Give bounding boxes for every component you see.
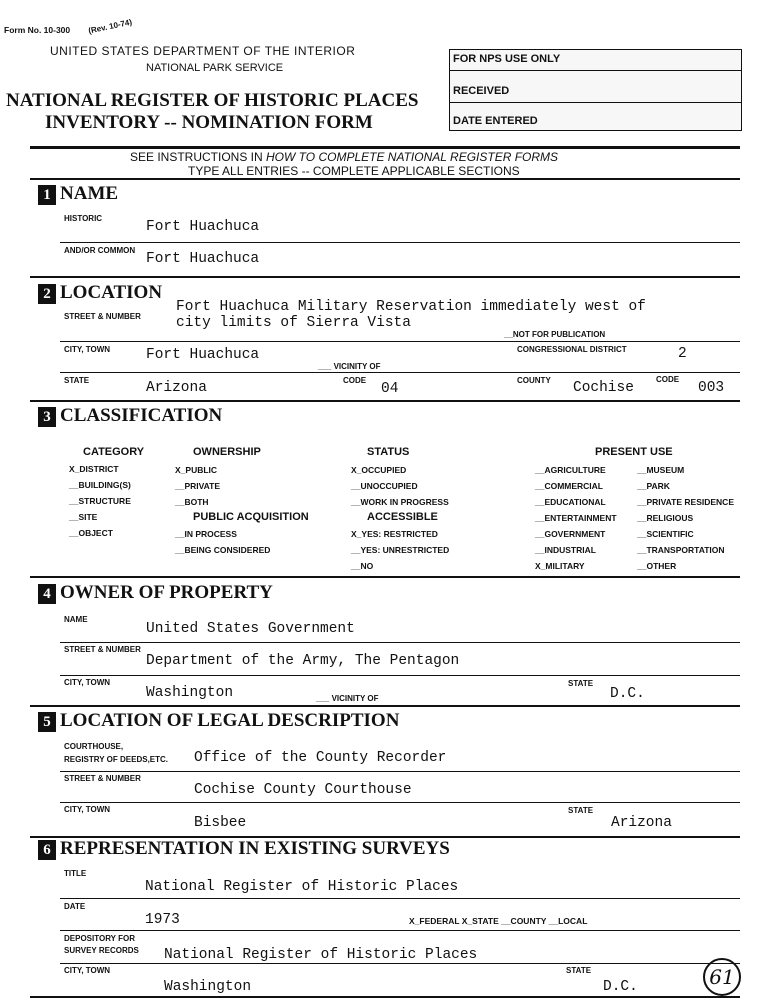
instructions-line1 — [130, 150, 558, 164]
depository-state: D.C. — [603, 979, 638, 995]
rule — [60, 642, 740, 643]
present-use-option: __RELIGIOUS — [637, 513, 694, 523]
present-use-option: __EDUCATIONAL — [535, 497, 606, 507]
present-use-option: __ENTERTAINMENT — [535, 513, 617, 523]
category-option: __OBJECT — [69, 528, 113, 538]
city-label: CITY, TOWN — [64, 345, 111, 354]
form-number: Form No. 10-300 — [4, 25, 71, 35]
legal-street-label: STREET & NUMBER — [64, 774, 141, 783]
section-4-heading — [38, 582, 273, 604]
acquisition-option: __IN PROCESS — [175, 529, 237, 539]
section-1-title: NAME — [60, 183, 119, 204]
section-1-heading — [38, 183, 118, 205]
section-2-title: LOCATION — [60, 282, 163, 303]
section-5-title: LOCATION OF LEGAL DESCRIPTION — [60, 710, 400, 731]
section-6-heading — [38, 838, 450, 860]
present-use-option: X_MILITARY — [535, 561, 585, 571]
historic-label: HISTORIC — [64, 214, 103, 223]
department: UNITED STATES DEPARTMENT OF THE INTERIOR — [50, 44, 356, 58]
legal-city: Bisbee — [194, 815, 247, 831]
not-for-publication: __NOT FOR PUBLICATION — [504, 330, 606, 339]
ownership-heading: OWNERSHIP — [193, 446, 261, 458]
form-title-line1: NATIONAL REGISTER OF HISTORIC PLACES — [6, 90, 419, 111]
survey-title: National Register of Historic Places — [145, 879, 459, 895]
divider — [30, 276, 740, 278]
survey-levels: X_FEDERAL X_STATE __COUNTY __LOCAL — [409, 916, 588, 926]
owner-vicinity-label: ___ VICINITY OF — [316, 694, 379, 703]
survey-date-label: DATE — [64, 902, 86, 911]
category-option: __BUILDING(S) — [69, 480, 131, 490]
location-street-line2: city limits of Sierra Vista — [176, 315, 411, 331]
nps-use-label: FOR NPS USE ONLY — [453, 53, 561, 65]
ownership-option: __PRIVATE — [175, 481, 221, 491]
revision-note: (Rev. 10-74) — [87, 17, 133, 36]
location-state: Arizona — [146, 380, 207, 396]
present-use-option: __TRANSPORTATION — [637, 545, 725, 555]
location-city: Fort Huachuca — [146, 347, 260, 363]
form-title-line2: INVENTORY -- NOMINATION FORM — [45, 112, 373, 133]
section-4-number: 4 — [38, 584, 56, 604]
section-3-number: 3 — [38, 407, 56, 427]
divider — [30, 146, 740, 149]
depository: National Register of Historic Places — [164, 947, 478, 963]
rule — [60, 242, 740, 243]
rule — [60, 675, 740, 676]
survey-title-label: TITLE — [64, 869, 87, 878]
vicinity-label: ___ VICINITY OF — [318, 362, 381, 371]
present-use-option: __SCIENTIFIC — [637, 529, 694, 539]
acquisition-heading: PUBLIC ACQUISITION — [193, 511, 309, 523]
nps-use-box — [449, 49, 742, 131]
date-entered-label: DATE ENTERED — [453, 115, 538, 127]
present-use-heading: PRESENT USE — [595, 446, 673, 458]
present-use-option: __INDUSTRIAL — [535, 545, 596, 555]
section-6-number: 6 — [38, 840, 56, 860]
divider — [30, 576, 740, 578]
location-street-line1: Fort Huachuca Military Reservation immediately west of — [176, 299, 646, 315]
status-option: __WORK IN PROGRESS — [351, 497, 449, 507]
ownership-option: X_PUBLIC — [175, 465, 218, 475]
section-6-title: REPRESENTATION IN EXISTING SURVEYS — [60, 838, 450, 859]
accessible-heading: ACCESSIBLE — [367, 511, 438, 523]
depository-city-label: CITY, TOWN — [64, 966, 111, 975]
section-5-heading — [38, 710, 399, 732]
county-code-label: CODE — [656, 375, 680, 384]
owner-name: United States Government — [146, 621, 355, 637]
county: Cochise — [573, 380, 634, 396]
present-use-option: __OTHER — [637, 561, 677, 571]
owner-state-label: STATE — [568, 679, 594, 688]
street-label: STREET & NUMBER — [64, 312, 141, 321]
rule — [60, 771, 740, 772]
rule — [60, 963, 740, 964]
present-use-option: __PRIVATE RESIDENCE — [637, 497, 734, 507]
section-3-heading — [38, 405, 222, 427]
congressional-district-label: CONGRESSIONAL DISTRICT — [517, 345, 627, 354]
received-label: RECEIVED — [453, 85, 510, 97]
legal-state: Arizona — [611, 815, 672, 831]
ownership-option: __BOTH — [175, 497, 209, 507]
rule — [60, 898, 740, 899]
state-label: STATE — [64, 376, 90, 385]
present-use-option: __MUSEUM — [637, 465, 685, 475]
owner-city: Washington — [146, 685, 234, 701]
divider — [30, 996, 740, 998]
owner-city-label: CITY, TOWN — [64, 678, 111, 687]
section-3-title: CLASSIFICATION — [60, 405, 223, 426]
survey-date: 1973 — [145, 912, 180, 928]
code-label: CODE — [343, 376, 367, 385]
owner-name-label: NAME — [64, 615, 88, 624]
county-code: 003 — [698, 380, 725, 396]
instructions-title: HOW TO COMPLETE NATIONAL REGISTER FORMS — [266, 150, 559, 164]
category-heading: CATEGORY — [83, 446, 145, 458]
congressional-district: 2 — [678, 346, 687, 362]
category-option: X_DISTRICT — [69, 464, 119, 474]
service: NATIONAL PARK SERVICE — [146, 62, 284, 74]
owner-street-label: STREET & NUMBER — [64, 645, 141, 654]
category-option: __STRUCTURE — [69, 496, 131, 506]
owner-street: Department of the Army, The Pentagon — [146, 653, 460, 669]
legal-city-label: CITY, TOWN — [64, 805, 111, 814]
status-heading: STATUS — [367, 446, 410, 458]
depository-label-2: SURVEY RECORDS — [64, 946, 139, 955]
common-label: AND/OR COMMON — [64, 246, 136, 255]
rule — [60, 802, 740, 803]
courthouse: Office of the County Recorder — [194, 750, 447, 766]
depository-state-label: STATE — [566, 966, 592, 975]
divider — [30, 400, 740, 402]
present-use-option: __GOVERNMENT — [535, 529, 606, 539]
rule — [60, 930, 740, 931]
common-name: Fort Huachuca — [146, 251, 260, 267]
instructions-line2: TYPE ALL ENTRIES -- COMPLETE APPLICABLE SECTIONS — [188, 164, 520, 178]
registry-label: REGISTRY OF DEEDS,ETC. — [64, 755, 169, 764]
divider — [30, 705, 740, 707]
category-option: __SITE — [69, 512, 98, 522]
depository-label-1: DEPOSITORY FOR — [64, 934, 135, 943]
acquisition-option: __BEING CONSIDERED — [175, 545, 271, 555]
historic-name: Fort Huachuca — [146, 219, 260, 235]
courthouse-label: COURTHOUSE, — [64, 742, 124, 751]
status-option: __UNOCCUPIED — [351, 481, 418, 491]
instructions-prefix: SEE INSTRUCTIONS IN — [130, 150, 267, 164]
owner-state: D.C. — [610, 686, 645, 702]
present-use-option: __COMMERCIAL — [535, 481, 604, 491]
accessible-option: __YES: UNRESTRICTED — [351, 545, 450, 555]
present-use-option: __AGRICULTURE — [535, 465, 606, 475]
divider — [30, 178, 740, 180]
depository-city: Washington — [164, 979, 252, 995]
legal-state-label: STATE — [568, 806, 594, 815]
accessible-option: __NO — [351, 561, 374, 571]
section-4-title: OWNER OF PROPERTY — [60, 582, 273, 603]
rule — [60, 341, 740, 342]
page-number-mark: 61 — [703, 958, 741, 996]
section-1-number: 1 — [38, 185, 56, 205]
section-5-number: 5 — [38, 712, 56, 732]
legal-street: Cochise County Courthouse — [194, 782, 412, 798]
state-code: 04 — [381, 381, 399, 397]
accessible-option: X_YES: RESTRICTED — [351, 529, 438, 539]
present-use-option: __PARK — [637, 481, 670, 491]
status-option: X_OCCUPIED — [351, 465, 407, 475]
county-label: COUNTY — [517, 376, 551, 385]
section-2-number: 2 — [38, 284, 56, 304]
rule — [60, 372, 740, 373]
section-2-heading — [38, 282, 162, 304]
